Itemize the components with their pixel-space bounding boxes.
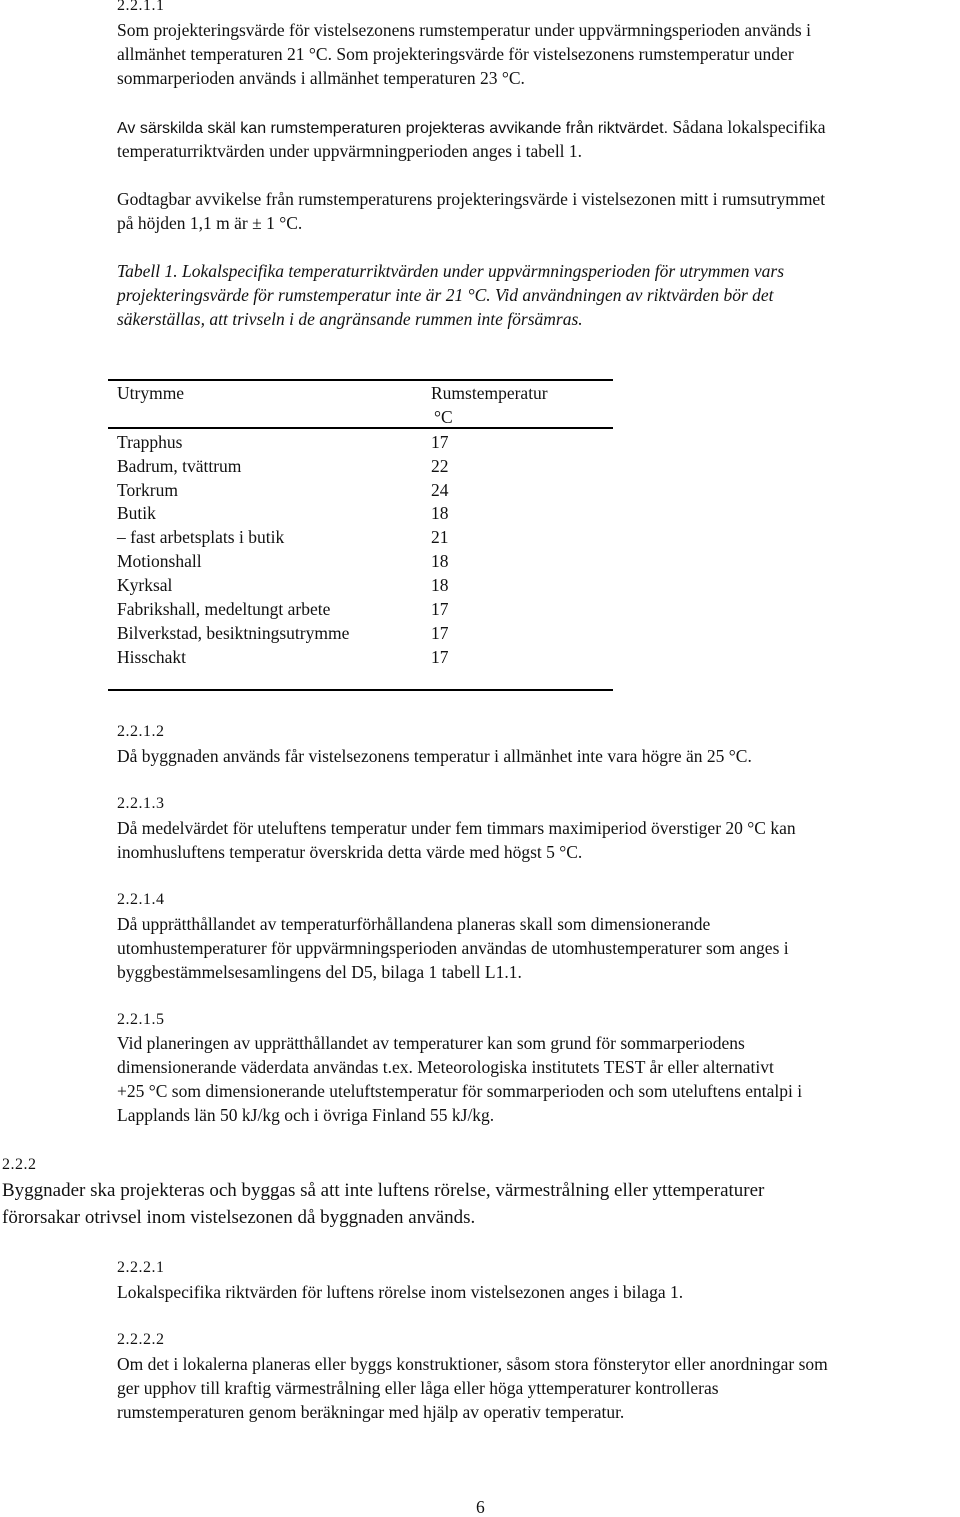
table-row-space: Badrum, tvättrum: [117, 456, 242, 476]
table-row-temp: 17: [431, 623, 449, 643]
section-number-2-2-1-5: 2.2.1.5: [117, 1011, 165, 1028]
table-row-temp: 22: [431, 456, 449, 476]
paragraph-line: Då byggnaden används får vistelsezonens temperatur i allmänhet inte vara högre än 25 °C.: [117, 746, 752, 766]
page-number: 6: [476, 1497, 485, 1517]
paragraph-line: Då upprätthållandet av temperaturförhållandena planeras skall som dimensionerande: [117, 914, 711, 934]
table-caption-line: projekteringsvärde för rumstemperatur inte är 21 °C. Vid användningen av riktvärden bör det: [117, 285, 774, 305]
section-number-2-2-1-2: 2.2.1.2: [117, 723, 165, 740]
table-row-space: Kyrksal: [117, 575, 173, 595]
table-row-space: Hisschakt: [117, 647, 187, 667]
table-header-temp: Rumstemperatur: [431, 383, 548, 403]
table-header-space: Utrymme: [117, 383, 185, 403]
paragraph-line: Om det i lokalerna planeras eller byggs konstruktioner, såsom stora fönsterytor eller anordningar som: [117, 1354, 828, 1374]
paragraph-line: ger upphov till kraftig värmestrålning eller låga eller höga yttemperaturer kontrolleras: [117, 1378, 719, 1398]
paragraph-line: Lapplands län 50 kJ/kg och i övriga Finland 55 kJ/kg.: [117, 1105, 495, 1125]
paragraph-line: på höjden 1,1 m är ± 1 °C.: [117, 213, 303, 233]
table-header-unit: °C: [434, 407, 453, 427]
paragraph-line: +25 °C som dimensionerande uteluftstemperatur för sommarperioden och som uteluftens entalpi i: [117, 1081, 803, 1101]
paragraph-line: inomhusluftens temperatur överskrida detta värde med högst 5 °C.: [117, 842, 583, 862]
section-number-2-2-1-3: 2.2.1.3: [117, 795, 165, 812]
table-row-temp: 17: [431, 599, 449, 619]
table-row-temp: 21: [431, 527, 449, 547]
paragraph-line: Då medelvärdet för uteluftens temperatur under fem timmars maximiperiod överstiger 20 °C kan: [117, 818, 796, 838]
table-row-space: Bilverkstad, besiktningsutrymme: [117, 623, 350, 643]
paragraph-line: förorsakar otrivsel inom vistelsezonen då byggnaden används.: [2, 1207, 476, 1228]
table-row-temp: 18: [431, 575, 449, 595]
section-number-2-2-2-1: 2.2.2.1: [117, 1259, 165, 1276]
paragraph-line: dimensionerande väderdata användas t.ex. Meteorologiska institutets TEST år eller alternativt: [117, 1057, 774, 1077]
section-number-2-2-1-4: 2.2.1.4: [117, 891, 165, 908]
table-row-space: Torkrum: [117, 480, 178, 500]
section-number-2-2-1-1: 2.2.1.1: [117, 0, 165, 14]
table-caption-line: Tabell 1. Lokalspecifika temperaturriktvärden under uppvärmningsperioden för utrymmen vars: [117, 261, 785, 281]
paragraph-line: temperaturriktvärden under uppvärmningperioden anges i tabell 1.: [117, 141, 583, 161]
paragraph-line: byggbestämmelsesamlingens del D5, bilaga 1 tabell L1.1.: [117, 962, 522, 982]
table-row-space: Motionshall: [117, 551, 202, 571]
paragraph-line: Som projekteringsvärde för vistelsezonens rumstemperatur under uppvärmningsperioden används i: [117, 20, 811, 40]
paragraph-line: Godtagbar avvikelse från rumstemperaturens projekteringsvärde i vistelsezonen mitt i rumsutrymmet: [117, 189, 826, 209]
paragraph-line: sommarperioden används i allmänhet temperaturen 23 °C.: [117, 68, 525, 88]
table-row-space: – fast arbetsplats i butik: [117, 527, 285, 547]
section-number-2-2-2-2: 2.2.2.2: [117, 1331, 165, 1348]
serif-text: Sådana lokalspecifika: [672, 117, 826, 137]
table-header-rule: [108, 427, 613, 429]
paragraph-line: Lokalspecifika riktvärden för luftens rörelse inom vistelsezonen anges i bilaga 1.: [117, 1282, 684, 1302]
paragraph-line: rumstemperaturen genom beräkningar med hjälp av operativ temperatur.: [117, 1402, 625, 1422]
table-row-temp: 18: [431, 551, 449, 571]
table-top-rule: [108, 379, 613, 381]
table-row-temp: 17: [431, 647, 449, 667]
table-row-temp: 17: [431, 432, 449, 452]
sans-text: Av särskilda skäl kan rumstemperaturen projekteras avvikande från riktvärdet.: [117, 120, 669, 137]
paragraph-line: Byggnader ska projekteras och byggas så att inte luftens rörelse, värmestrålning eller yttemperaturer: [2, 1180, 765, 1201]
section-number-2-2-2: 2.2.2: [2, 1156, 37, 1173]
table-row-space: Trapphus: [117, 432, 183, 452]
paragraph-line: [117, 117, 826, 139]
paragraph-line: Vid planeringen av upprätthållandet av temperaturer kan som grund för sommarperiodens: [117, 1033, 745, 1053]
table-caption-line: säkerställas, att trivseln i de angränsande rummen inte försämras.: [117, 309, 583, 329]
table-row-temp: 18: [431, 503, 449, 523]
paragraph-line: allmänhet temperaturen 21 °C. Som projekteringsvärde för vistelsezonens rumstemperatur under: [117, 44, 794, 64]
table-row-temp: 24: [431, 480, 449, 500]
table-row-space: Butik: [117, 503, 156, 523]
table-bottom-rule: [108, 689, 613, 691]
paragraph-line: utomhustemperaturer för uppvärmningsperioden användas de utomhustemperaturer som anges i: [117, 938, 789, 958]
table-row-space: Fabrikshall, medeltungt arbete: [117, 599, 331, 619]
